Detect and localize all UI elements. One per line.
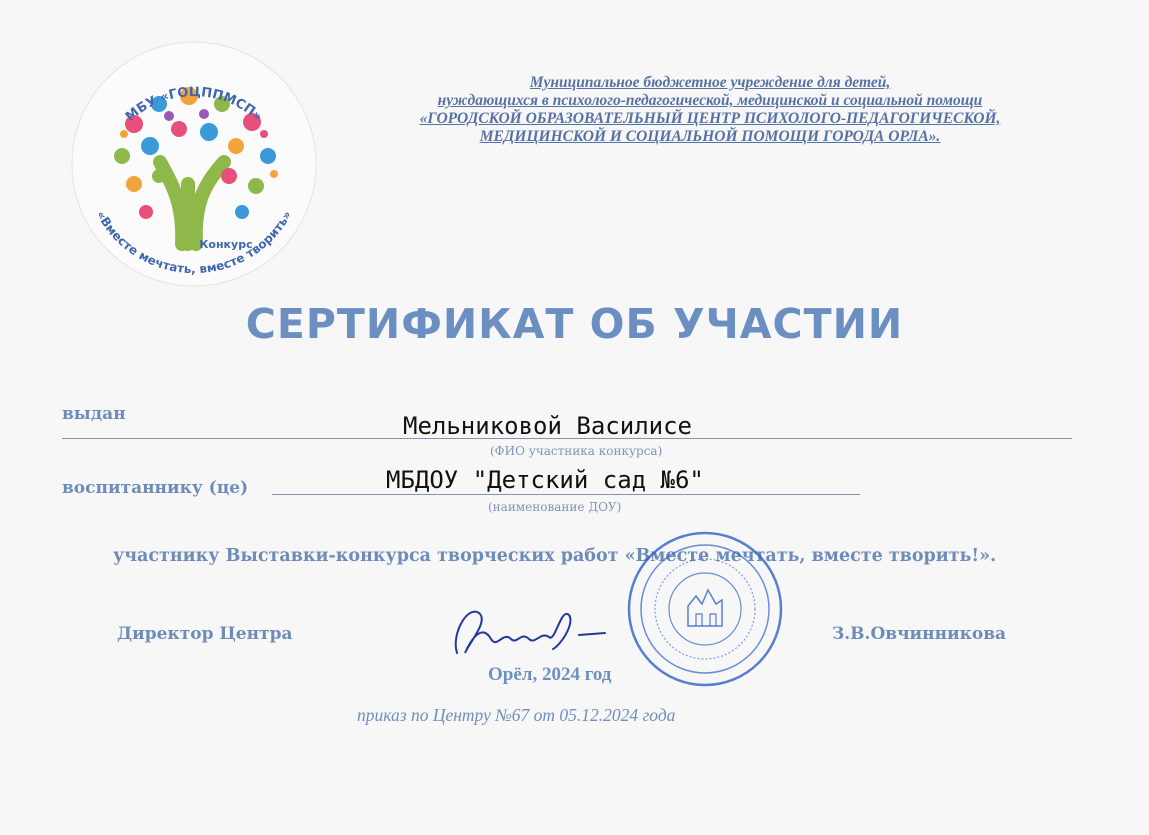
issued-label: выдан (62, 404, 126, 424)
official-stamp (626, 530, 784, 688)
org-line-3: «ГОРОДСКОЙ ОБРАЗОВАТЕЛЬНЫЙ ЦЕНТР ПСИХОЛОГО-ПЕДАГОГИЧЕСКОЙ, (419, 110, 1001, 127)
logo-konkurs-text: Конкурс (199, 238, 253, 251)
pupil-line (272, 494, 860, 495)
certificate-title: СЕРТИФИКАТ ОБ УЧАСТИИ (245, 300, 904, 348)
participant-name: Мельниковой Василисе (403, 412, 692, 440)
org-line-2: нуждающихся в психолого-педагогической, медицинской и социальной помощи (437, 92, 983, 109)
director-label: Директор Центра (117, 624, 293, 644)
logo (64, 34, 324, 296)
logo-emblem (64, 34, 324, 296)
logo-top-text: МБУ «ГОЦППМСП» (123, 85, 266, 125)
pupil-hint: (наименование ДОУ) (488, 500, 622, 514)
pupil-label: воспитаннику (це) (62, 478, 249, 498)
organization-header (330, 74, 1090, 146)
participant-text: участнику Выставки-конкурса творческих работ «Вместе мечтать, вместе творить!». (113, 546, 997, 566)
issued-hint: (ФИО участника конкурса) (490, 444, 663, 458)
order-reference: приказ по Центру №67 от 05.12.2024 года (357, 705, 676, 725)
org-line-4: МЕДИЦИНСКОЙ И СОЦИАЛЬНОЙ ПОМОЩИ ГОРОДА ОРЛА». (479, 128, 941, 145)
logo-bottom-text: «Вместе мечтать, вместе творить» (93, 208, 295, 277)
org-line-1: Муниципальное бюджетное учреждение для детей, (529, 74, 891, 91)
kindergarten-name: МБДОУ "Детский сад №6" (386, 466, 704, 494)
director-name: З.В.Овчинникова (832, 624, 1007, 644)
city-year: Орёл, 2024 год (488, 664, 612, 685)
director-signature (445, 595, 610, 665)
